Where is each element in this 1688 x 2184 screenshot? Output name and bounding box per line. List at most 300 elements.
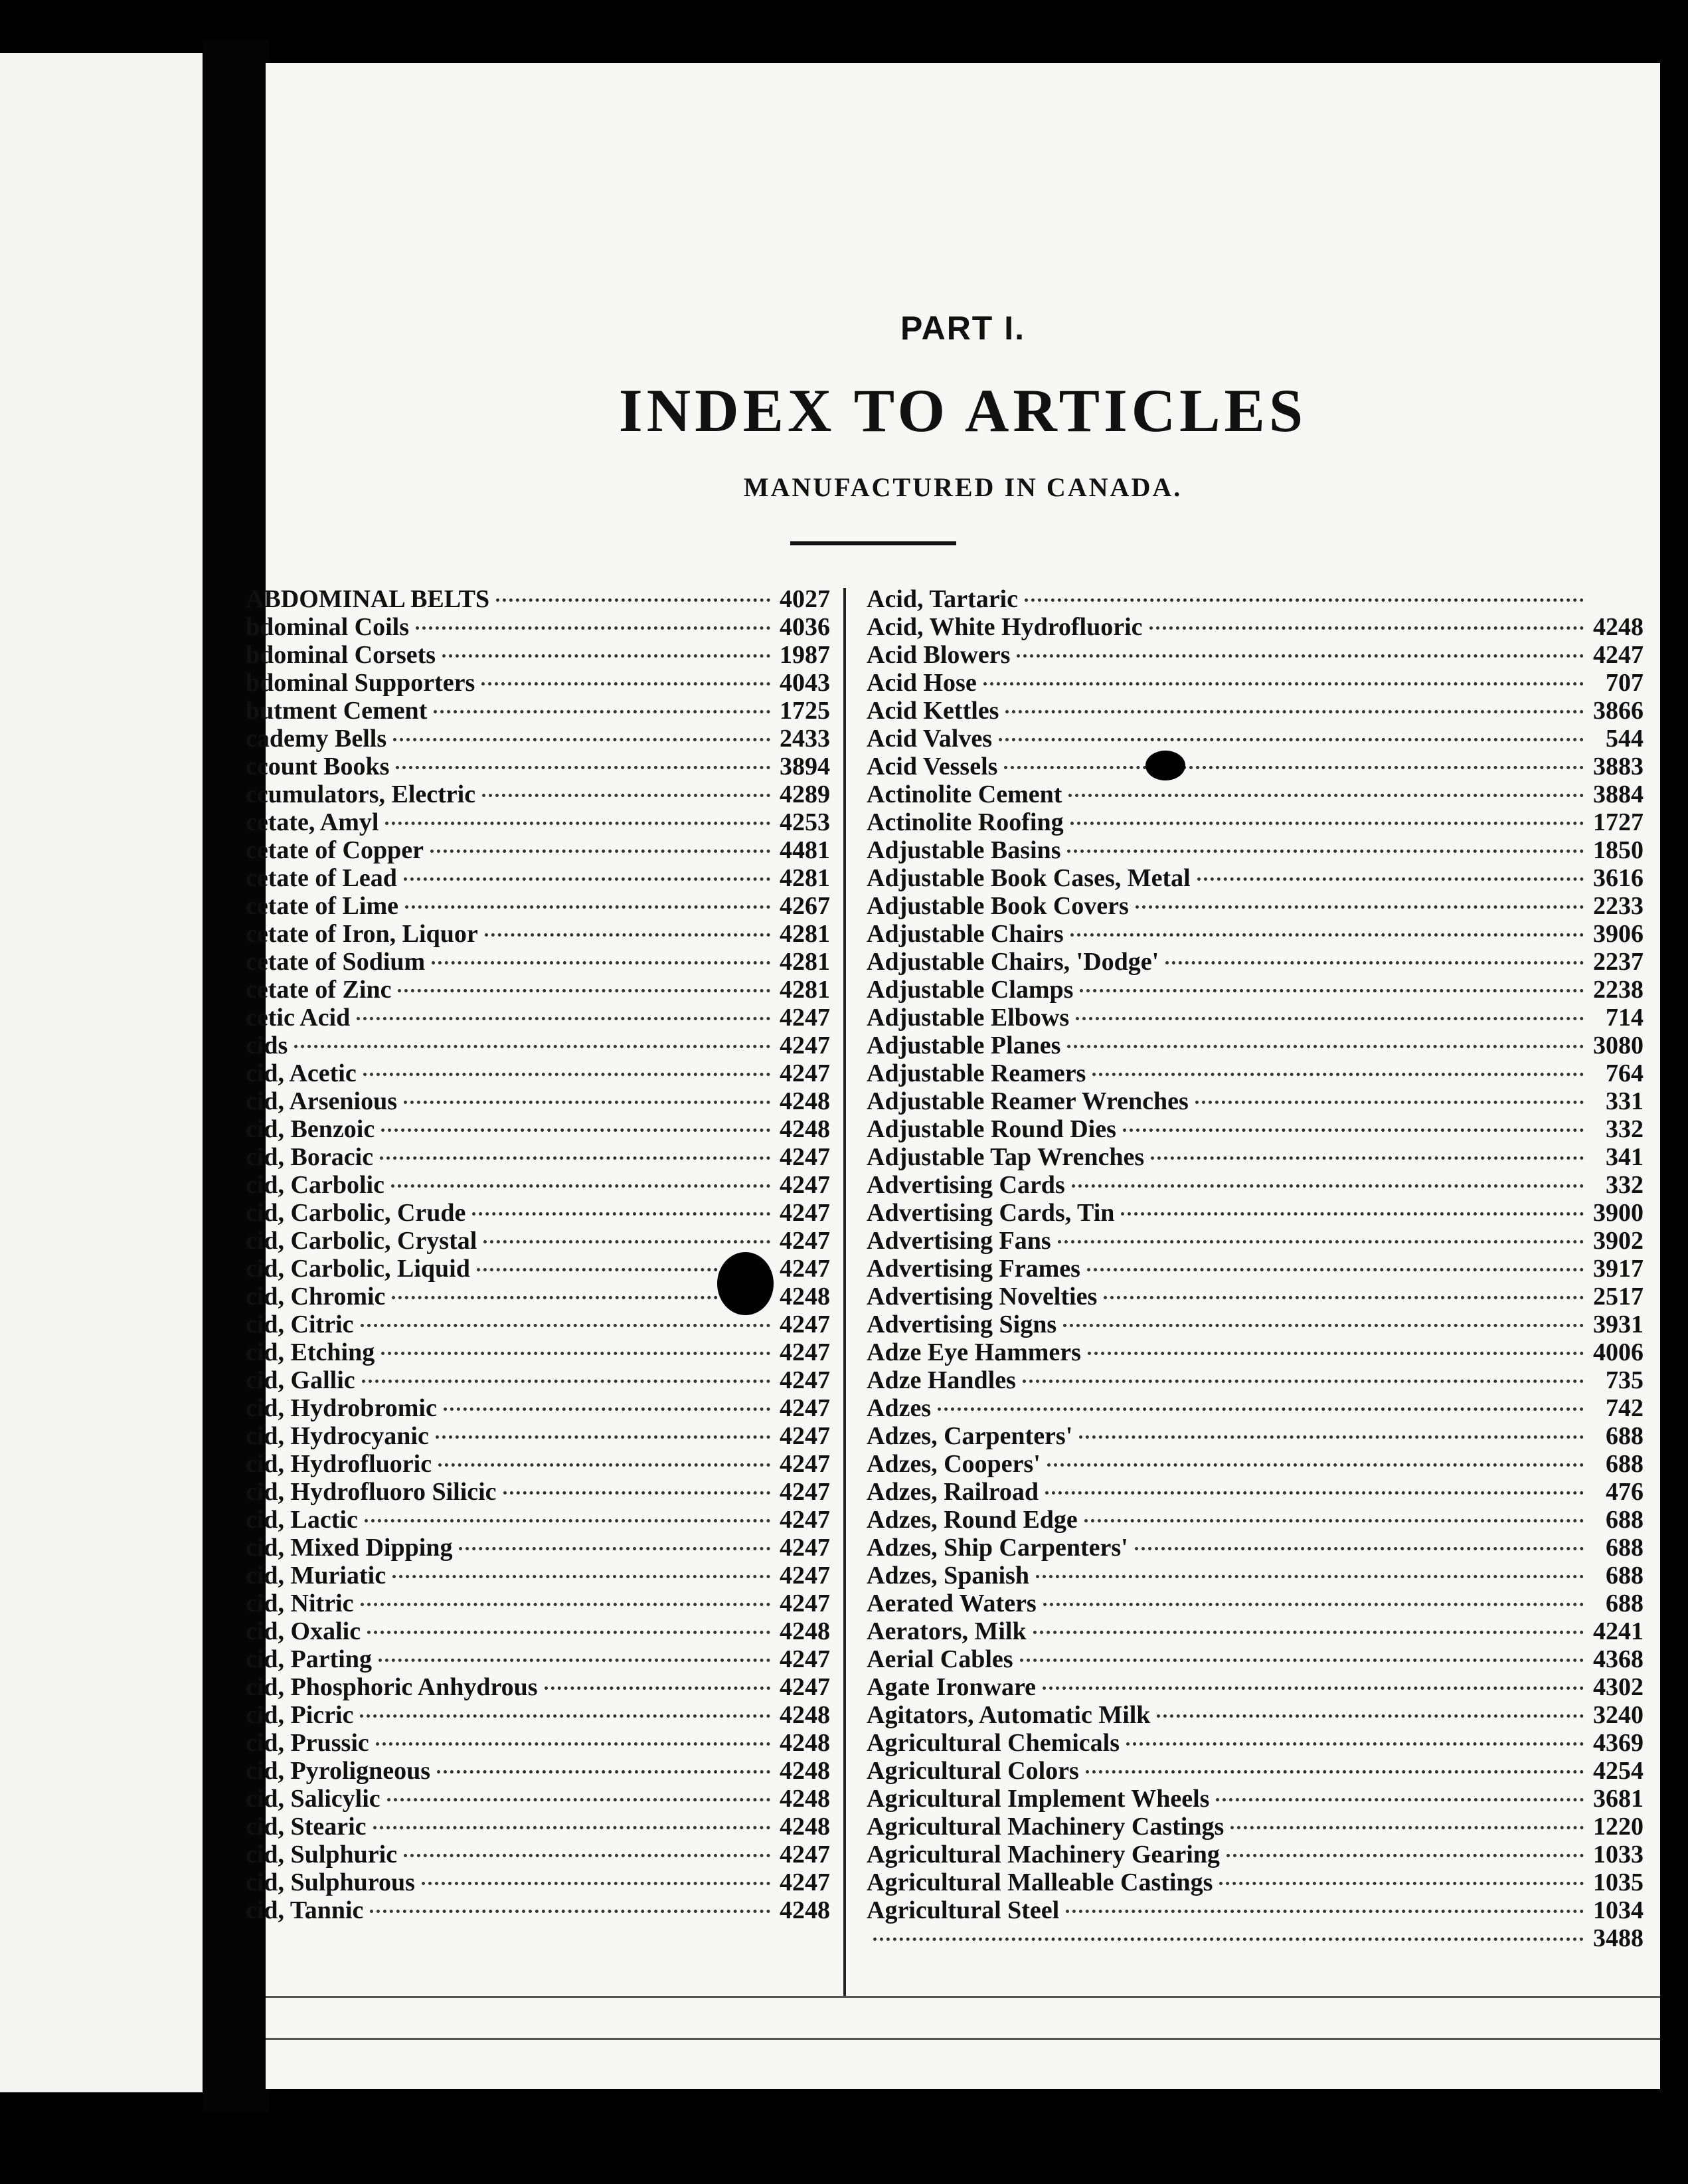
entry-page-number: 2237 bbox=[1593, 948, 1644, 976]
dot-leader bbox=[873, 1938, 1584, 1941]
dot-leader bbox=[496, 598, 770, 602]
entry-label: cids bbox=[246, 1032, 288, 1059]
entry-page-number: 4247 bbox=[780, 1478, 830, 1506]
index-entry bbox=[246, 1700, 830, 1728]
entry-page-number: 3917 bbox=[1593, 1255, 1644, 1283]
entry-page-number: 2238 bbox=[1593, 976, 1644, 1004]
entry-page-number: 3906 bbox=[1593, 920, 1644, 948]
index-entry bbox=[246, 1366, 830, 1394]
entry-label: Agricultural Malleable Castings bbox=[867, 1868, 1213, 1896]
dot-leader bbox=[503, 1491, 770, 1495]
index-entry bbox=[246, 1087, 830, 1115]
entry-label: Agitators, Automatic Milk bbox=[867, 1701, 1151, 1729]
entry-label: cid, Sulphuric bbox=[246, 1841, 398, 1868]
entry-label: Adjustable Chairs bbox=[867, 920, 1064, 948]
index-entry bbox=[246, 724, 830, 752]
dot-leader bbox=[1126, 1742, 1584, 1746]
entry-label: Agricultural Colors bbox=[867, 1757, 1079, 1785]
entry-label: cid, Gallic bbox=[246, 1366, 355, 1394]
entry-label: Acid Hose bbox=[867, 669, 977, 697]
dot-leader bbox=[1123, 1129, 1584, 1132]
entry-label: Acid Blowers bbox=[867, 641, 1011, 669]
dot-leader bbox=[1070, 933, 1584, 937]
dot-leader bbox=[983, 682, 1584, 685]
entry-page-number: 2433 bbox=[780, 725, 830, 753]
entry-label: cid, Hydrobromic bbox=[246, 1394, 437, 1422]
index-entry bbox=[246, 1003, 830, 1031]
dot-leader bbox=[1067, 1045, 1584, 1048]
entry-label: Acid, Tartaric bbox=[867, 585, 1018, 613]
index-entry bbox=[867, 1059, 1644, 1087]
entry-page-number: 4368 bbox=[1593, 1645, 1644, 1673]
index-entry bbox=[867, 1812, 1644, 1840]
index-entry bbox=[246, 1115, 830, 1142]
entry-label: cid, Sulphurous bbox=[246, 1868, 415, 1896]
entry-page-number: 688 bbox=[1606, 1506, 1644, 1534]
index-entry bbox=[867, 1589, 1644, 1617]
entry-page-number: 4036 bbox=[780, 613, 830, 641]
entry-page-number: 4247 bbox=[780, 1059, 830, 1087]
entry-label: Aerators, Milk bbox=[867, 1617, 1027, 1645]
index-entry bbox=[246, 1421, 830, 1449]
entry-label: cid, Citric bbox=[246, 1311, 354, 1338]
dot-leader bbox=[393, 738, 770, 741]
entry-page-number: 714 bbox=[1606, 1004, 1644, 1032]
dot-leader bbox=[1151, 1156, 1584, 1160]
index-entry bbox=[867, 975, 1644, 1003]
entry-page-number: 4281 bbox=[780, 864, 830, 892]
dot-leader bbox=[1058, 1240, 1584, 1243]
entry-page-number: 4281 bbox=[780, 976, 830, 1004]
dot-leader bbox=[357, 1017, 770, 1020]
entry-label: Agricultural Machinery Gearing bbox=[867, 1841, 1220, 1868]
index-entry bbox=[867, 1645, 1644, 1673]
dot-leader bbox=[1226, 1854, 1584, 1857]
entry-page-number: 1987 bbox=[780, 641, 830, 669]
entry-page-number: 4247 bbox=[780, 1143, 830, 1171]
dot-leader bbox=[481, 682, 770, 685]
dot-leader bbox=[1020, 1659, 1584, 1662]
dot-leader bbox=[1086, 1770, 1584, 1774]
entry-page-number: 4247 bbox=[780, 1673, 830, 1701]
ink-blot bbox=[1145, 751, 1185, 780]
index-entry bbox=[867, 1533, 1644, 1561]
entry-label: cid, Phosphoric Anhydrous bbox=[246, 1673, 538, 1701]
entry-page-number: 688 bbox=[1606, 1422, 1644, 1450]
index-entry bbox=[867, 1282, 1644, 1310]
entry-label: Actinolite Cement bbox=[867, 780, 1062, 808]
entry-page-number: 1220 bbox=[1593, 1813, 1644, 1841]
entry-page-number: 4289 bbox=[780, 780, 830, 808]
index-entry bbox=[246, 612, 830, 640]
dot-leader bbox=[999, 738, 1584, 741]
index-entry bbox=[246, 1896, 830, 1924]
entry-label: Adzes, Coopers' bbox=[867, 1450, 1041, 1478]
entry-page-number: 4247 bbox=[780, 1841, 830, 1868]
index-entry bbox=[867, 1840, 1644, 1868]
entry-page-number: 4247 bbox=[780, 1394, 830, 1422]
index-entry bbox=[867, 1673, 1644, 1700]
entry-label: ccumulators, Electric bbox=[246, 780, 476, 808]
entry-page-number: 4247 bbox=[780, 1645, 830, 1673]
dot-leader bbox=[434, 710, 770, 713]
index-column-right bbox=[867, 585, 1644, 1952]
index-entry bbox=[246, 1812, 830, 1840]
entry-page-number: 688 bbox=[1606, 1562, 1644, 1590]
entry-label: Agricultural Steel bbox=[867, 1896, 1060, 1924]
dot-leader bbox=[362, 1380, 770, 1383]
dot-leader bbox=[361, 1324, 770, 1327]
entry-label: cid, Chromic bbox=[246, 1283, 386, 1311]
entry-page-number: 4369 bbox=[1593, 1729, 1644, 1757]
entry-page-number: 688 bbox=[1606, 1450, 1644, 1478]
entry-label: Acid, White Hydrofluoric bbox=[867, 613, 1143, 641]
index-entry bbox=[867, 1366, 1644, 1394]
dot-leader bbox=[1088, 1352, 1584, 1355]
index-entry bbox=[246, 1589, 830, 1617]
dot-leader bbox=[1230, 1826, 1584, 1829]
entry-label: cetate, Amyl bbox=[246, 808, 379, 836]
entry-page-number: 332 bbox=[1606, 1171, 1644, 1199]
index-entry bbox=[246, 640, 830, 668]
dot-leader bbox=[472, 1212, 770, 1216]
index-entry bbox=[867, 585, 1644, 612]
index-entry bbox=[246, 668, 830, 696]
dot-leader bbox=[1005, 710, 1584, 713]
entry-label: Aerated Waters bbox=[867, 1590, 1037, 1617]
dot-leader bbox=[1070, 822, 1584, 825]
entry-label: butment Cement bbox=[246, 697, 428, 725]
index-entry bbox=[867, 1756, 1644, 1784]
dot-leader bbox=[404, 1854, 770, 1857]
index-entry bbox=[867, 1728, 1644, 1756]
entry-label: cid, Arsenious bbox=[246, 1087, 398, 1115]
entry-label: Adjustable Round Dies bbox=[867, 1115, 1116, 1143]
entry-page-number: 4247 bbox=[780, 1562, 830, 1590]
entry-label: cid, Etching bbox=[246, 1338, 375, 1366]
index-entry bbox=[867, 919, 1644, 947]
dot-leader bbox=[1197, 877, 1584, 881]
ink-blot bbox=[717, 1252, 774, 1315]
index-entry bbox=[246, 1645, 830, 1673]
index-entry bbox=[867, 1142, 1644, 1170]
dot-leader bbox=[459, 1547, 770, 1550]
entry-label: cid, Picric bbox=[246, 1701, 354, 1729]
entry-page-number: 3681 bbox=[1593, 1785, 1644, 1813]
index-entry bbox=[867, 1561, 1644, 1589]
dot-leader bbox=[1067, 850, 1584, 853]
index-entry bbox=[246, 1226, 830, 1254]
index-entry bbox=[246, 1533, 830, 1561]
dot-leader bbox=[376, 1742, 770, 1746]
index-entry bbox=[246, 836, 830, 864]
index-entry bbox=[867, 947, 1644, 975]
entry-label: Adjustable Book Cases, Metal bbox=[867, 864, 1191, 892]
index-entry bbox=[867, 696, 1644, 724]
entry-page-number: 4248 bbox=[780, 1757, 830, 1785]
dot-leader bbox=[1017, 654, 1584, 658]
dot-leader bbox=[416, 626, 770, 630]
entry-page-number: 4254 bbox=[1593, 1757, 1644, 1785]
dot-leader bbox=[363, 1073, 770, 1076]
entry-page-number: 3616 bbox=[1593, 864, 1644, 892]
entry-label: Adzes, Round Edge bbox=[867, 1506, 1078, 1534]
entry-label: bdominal Coils bbox=[246, 613, 410, 641]
index-entry bbox=[246, 1142, 830, 1170]
entry-label: Adzes, Ship Carpenters' bbox=[867, 1534, 1128, 1562]
index-entry bbox=[246, 585, 830, 612]
entry-page-number: 4248 bbox=[1593, 613, 1644, 641]
index-entry bbox=[246, 1449, 830, 1477]
entry-label: cid, Hydrofluoric bbox=[246, 1450, 432, 1478]
dot-leader bbox=[1087, 1268, 1584, 1271]
entry-page-number: 3902 bbox=[1593, 1227, 1644, 1255]
entry-page-number: 4267 bbox=[780, 892, 830, 920]
dot-leader bbox=[1023, 1380, 1584, 1383]
dot-leader bbox=[1080, 989, 1584, 992]
entry-page-number: 4302 bbox=[1593, 1673, 1644, 1701]
entry-label: Adze Handles bbox=[867, 1366, 1016, 1394]
dot-leader bbox=[545, 1686, 770, 1690]
entry-label: cid, Hydrocyanic bbox=[246, 1422, 429, 1450]
index-entry bbox=[867, 1170, 1644, 1198]
entry-label: cetate of Copper bbox=[246, 836, 424, 864]
index-entry bbox=[246, 696, 830, 724]
dot-leader bbox=[442, 654, 770, 658]
title-rule bbox=[790, 541, 956, 545]
dot-leader bbox=[1036, 1575, 1584, 1578]
dot-leader bbox=[381, 1352, 770, 1355]
entry-page-number: 4027 bbox=[780, 585, 830, 613]
entry-label: Adjustable Tap Wrenches bbox=[867, 1143, 1145, 1171]
dot-leader bbox=[444, 1408, 770, 1411]
index-entry bbox=[867, 1868, 1644, 1896]
entry-page-number: 1725 bbox=[780, 697, 830, 725]
entry-label: cid, Hydrofluoro Silicic bbox=[246, 1478, 497, 1506]
index-entry bbox=[246, 1198, 830, 1226]
dot-leader bbox=[1068, 794, 1584, 797]
entry-label: cid, Parting bbox=[246, 1645, 372, 1673]
entry-page-number: 4253 bbox=[780, 808, 830, 836]
entry-label: cid, Salicylic bbox=[246, 1785, 380, 1813]
entry-label: cetic Acid bbox=[246, 1004, 351, 1032]
entry-page-number: 4481 bbox=[780, 836, 830, 864]
dot-leader bbox=[1149, 626, 1584, 630]
dot-leader bbox=[398, 989, 770, 992]
entry-label: ccount Books bbox=[246, 753, 390, 780]
index-entry bbox=[867, 1924, 1644, 1952]
entry-page-number: 2517 bbox=[1593, 1283, 1644, 1311]
entry-page-number: 331 bbox=[1606, 1087, 1644, 1115]
dot-leader bbox=[1004, 766, 1584, 769]
dot-leader bbox=[404, 1101, 770, 1104]
index-entry bbox=[246, 975, 830, 1003]
index-entry bbox=[867, 1617, 1644, 1645]
dot-leader bbox=[1219, 1882, 1584, 1885]
entry-label: Agricultural Machinery Castings bbox=[867, 1813, 1224, 1841]
entry-page-number: 3080 bbox=[1593, 1032, 1644, 1059]
entry-label: Advertising Signs bbox=[867, 1311, 1057, 1338]
dot-leader bbox=[1092, 1073, 1584, 1076]
entry-page-number: 742 bbox=[1606, 1394, 1644, 1422]
dot-leader bbox=[483, 1240, 770, 1243]
entry-page-number: 476 bbox=[1606, 1478, 1644, 1506]
index-entry bbox=[246, 1059, 830, 1087]
dot-leader bbox=[385, 822, 770, 825]
entry-page-number: 3931 bbox=[1593, 1311, 1644, 1338]
dot-leader bbox=[437, 1770, 770, 1774]
dot-leader bbox=[1216, 1798, 1584, 1801]
entry-label: cid, Carbolic, Crystal bbox=[246, 1227, 477, 1255]
entry-label: Advertising Novelties bbox=[867, 1283, 1098, 1311]
index-entry bbox=[867, 1784, 1644, 1812]
entry-page-number: 341 bbox=[1606, 1143, 1644, 1171]
dot-leader bbox=[1047, 1463, 1584, 1467]
entry-label: Advertising Frames bbox=[867, 1255, 1080, 1283]
dot-leader bbox=[1121, 1212, 1584, 1216]
entry-label: Adzes bbox=[867, 1394, 932, 1422]
dot-leader bbox=[1045, 1491, 1584, 1495]
entry-label: cid, Acetic bbox=[246, 1059, 357, 1087]
index-entry bbox=[867, 1477, 1644, 1505]
entry-label: Advertising Fans bbox=[867, 1227, 1051, 1255]
index-entry bbox=[867, 1338, 1644, 1366]
dot-leader bbox=[485, 933, 770, 937]
entry-page-number: 4248 bbox=[780, 1283, 830, 1311]
index-entry bbox=[867, 1198, 1644, 1226]
entry-page-number: 4241 bbox=[1593, 1617, 1644, 1645]
index-entry bbox=[867, 780, 1644, 808]
entry-label: cid, Carbolic bbox=[246, 1171, 384, 1199]
entry-page-number: 4247 bbox=[780, 1422, 830, 1450]
entry-label: bdominal Corsets bbox=[246, 641, 436, 669]
dot-leader bbox=[422, 1882, 770, 1885]
entry-page-number: 3883 bbox=[1593, 753, 1644, 780]
entry-page-number: 4248 bbox=[780, 1729, 830, 1757]
index-entry bbox=[867, 1031, 1644, 1059]
entry-page-number: 4247 bbox=[780, 1032, 830, 1059]
entry-label: cid, Carbolic, Liquid bbox=[246, 1255, 470, 1283]
entry-page-number: 4247 bbox=[780, 1366, 830, 1394]
entry-label: Acid Valves bbox=[867, 725, 992, 753]
index-entry bbox=[867, 1310, 1644, 1338]
dot-leader bbox=[387, 1798, 770, 1801]
index-entry bbox=[246, 891, 830, 919]
index-entry bbox=[867, 1394, 1644, 1421]
index-entry bbox=[246, 947, 830, 975]
entry-label: Adjustable Chairs, 'Dodge' bbox=[867, 948, 1159, 976]
entry-label: Adjustable Reamer Wrenches bbox=[867, 1087, 1189, 1115]
dot-leader bbox=[1084, 1519, 1584, 1522]
entry-page-number: 4247 bbox=[780, 1199, 830, 1227]
entry-page-number: 4247 bbox=[780, 1227, 830, 1255]
dot-leader bbox=[391, 1184, 770, 1188]
page-title: INDEX TO ARTICLES bbox=[618, 377, 1308, 444]
dot-leader bbox=[1063, 1324, 1584, 1327]
dot-leader bbox=[1104, 1296, 1584, 1299]
entry-label: cetate of Sodium bbox=[246, 948, 426, 976]
index-entry bbox=[867, 612, 1644, 640]
index-entry bbox=[867, 1254, 1644, 1282]
dot-leader bbox=[405, 905, 770, 909]
entry-page-number: 764 bbox=[1606, 1059, 1644, 1087]
dot-leader bbox=[370, 1910, 770, 1913]
entry-label: cid, Mixed Dipping bbox=[246, 1534, 453, 1562]
index-entry bbox=[246, 780, 830, 808]
dot-leader bbox=[1066, 1910, 1584, 1913]
entry-label: cetate of Lead bbox=[246, 864, 397, 892]
entry-page-number: 4248 bbox=[780, 1115, 830, 1143]
index-entry bbox=[246, 1784, 830, 1812]
index-entry bbox=[867, 1896, 1644, 1924]
entry-label: Adzes, Spanish bbox=[867, 1562, 1029, 1590]
entry-page-number: 688 bbox=[1606, 1590, 1644, 1617]
dot-leader bbox=[379, 1659, 770, 1662]
dot-leader bbox=[938, 1408, 1584, 1411]
entry-page-number: 4247 bbox=[780, 1338, 830, 1366]
entry-page-number: 1850 bbox=[1593, 836, 1644, 864]
column-divider bbox=[843, 588, 846, 1996]
dot-leader bbox=[1079, 1435, 1584, 1439]
page-subtitle: MANUFACTURED IN CANADA. bbox=[743, 472, 1183, 502]
index-entry bbox=[246, 919, 830, 947]
index-entry bbox=[246, 1617, 830, 1645]
index-entry bbox=[246, 1477, 830, 1505]
index-entry bbox=[246, 1170, 830, 1198]
entry-label: cid, Oxalic bbox=[246, 1617, 361, 1645]
entry-label: cid, Benzoic bbox=[246, 1115, 375, 1143]
entry-page-number: 4281 bbox=[780, 948, 830, 976]
entry-page-number: 4247 bbox=[780, 1506, 830, 1534]
entry-label: ABDOMINAL BELTS bbox=[246, 585, 490, 613]
index-entry bbox=[246, 1031, 830, 1059]
index-entry bbox=[867, 668, 1644, 696]
dot-leader bbox=[1135, 1547, 1584, 1550]
index-entry bbox=[867, 1115, 1644, 1142]
dot-leader bbox=[1076, 1017, 1584, 1020]
dot-leader bbox=[392, 1575, 770, 1578]
entry-label: cid, Stearic bbox=[246, 1813, 367, 1841]
entry-label: Adjustable Basins bbox=[867, 836, 1061, 864]
entry-page-number: 4247 bbox=[780, 1004, 830, 1032]
dot-leader bbox=[294, 1045, 770, 1048]
entry-label: cid, Tannic bbox=[246, 1896, 364, 1924]
entry-label: Adjustable Planes bbox=[867, 1032, 1061, 1059]
entry-page-number: 3866 bbox=[1593, 697, 1644, 725]
dot-leader bbox=[360, 1714, 770, 1718]
facing-page-edge bbox=[0, 53, 203, 2092]
entry-label: Agricultural Implement Wheels bbox=[867, 1785, 1210, 1813]
dot-leader bbox=[396, 766, 770, 769]
index-entry bbox=[246, 1868, 830, 1896]
dot-leader bbox=[380, 1156, 770, 1160]
entry-label: Adzes, Railroad bbox=[867, 1478, 1039, 1506]
entry-page-number: 4247 bbox=[780, 1868, 830, 1896]
index-entry bbox=[246, 1840, 830, 1868]
entry-label: cetate of Zinc bbox=[246, 976, 392, 1004]
entry-label: Acid Vessels bbox=[867, 753, 998, 780]
entry-page-number: 3900 bbox=[1593, 1199, 1644, 1227]
dot-leader bbox=[1136, 905, 1584, 909]
dot-leader bbox=[1043, 1603, 1584, 1606]
index-entry bbox=[246, 1338, 830, 1366]
dot-leader bbox=[1033, 1631, 1584, 1634]
dot-leader bbox=[365, 1519, 770, 1522]
dot-leader bbox=[361, 1603, 770, 1606]
dot-leader bbox=[392, 1296, 770, 1299]
entry-label: Actinolite Roofing bbox=[867, 808, 1064, 836]
entry-page-number: 332 bbox=[1606, 1115, 1644, 1143]
